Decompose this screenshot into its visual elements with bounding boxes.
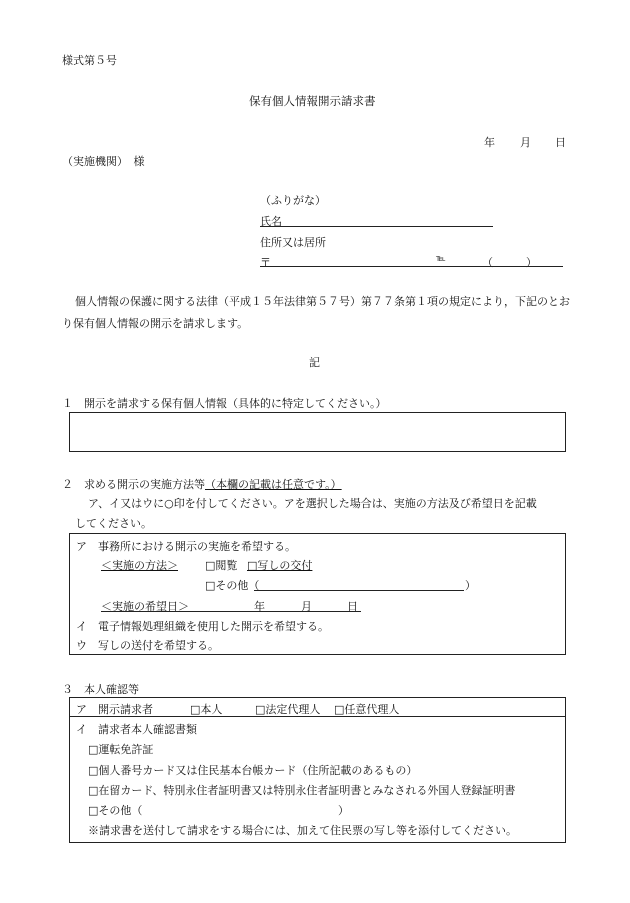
section2-heading <box>62 476 342 492</box>
method-other-close: ） <box>465 579 476 592</box>
requester-self-checkbox[interactable]: □本人 <box>190 703 223 716</box>
desired-date-month: 月 <box>301 600 312 613</box>
postal-mark: 〒 <box>260 256 271 269</box>
section2-note-line-2: してください。 <box>75 517 152 530</box>
name-field-line[interactable] <box>260 226 493 227</box>
requester-voluntary-agent-checkbox[interactable]: □任意代理人 <box>334 703 400 716</box>
doc-other-checkbox[interactable]: □その他（ <box>88 804 143 817</box>
section1-heading: １ 開示を請求する保有個人情報（具体的に特定してください。） <box>62 397 387 410</box>
method-view-checkbox[interactable]: □閲覧 <box>205 559 238 572</box>
ki-label: 記 <box>309 356 320 369</box>
doc-other-close: ） <box>338 804 349 817</box>
tel-parens: （ ） <box>482 256 537 269</box>
method-copy-checkbox[interactable]: □写しの交付 <box>247 559 313 572</box>
mailing-note: ※請求書を送付して請求をする場合には、加えて住民票の写し等を添付してください。 <box>88 824 517 837</box>
section2-heading-note: （本欄の記載は任意です。） <box>205 478 342 491</box>
option-u[interactable]: ウ 写しの送付を希望する。 <box>76 639 219 652</box>
option-a[interactable]: ア 事務所における開示の実施を希望する。 <box>76 540 296 553</box>
section1-input-box[interactable] <box>69 412 566 452</box>
desired-date-underline[interactable] <box>101 611 361 612</box>
method-other-field-line[interactable] <box>254 590 464 591</box>
address-field-line[interactable] <box>260 266 563 267</box>
section2-heading-prefix: ２ 求める開示の実施方法等 <box>62 478 205 491</box>
desired-date-year: 年 <box>254 600 265 613</box>
tel-mark: ℡ <box>436 254 446 264</box>
section2-note-line-1: ア、イ又はウに○印を付してください。アを選択した場合は、実施の方法及び希望日を記載 <box>88 497 537 510</box>
addressee: （実施機関） 様 <box>62 155 145 168</box>
section3-heading: ３ 本人確認等 <box>62 683 139 696</box>
page-title: 保有個人情報開示請求書 <box>249 94 376 108</box>
intro-line-2: り保有個人情報の開示を請求します。 <box>62 317 249 330</box>
doc-residence-card-checkbox[interactable]: □在留カード、特別永住者証明書又は特別永住者証明書とみなされる外国人登録証明書 <box>88 784 516 797</box>
date-month-label: 月 <box>520 136 531 149</box>
furigana-label: （ふりがな） <box>260 194 326 207</box>
requester-type-label: ア 開示請求者 <box>76 703 153 716</box>
method-label: ＜実施の方法＞ <box>101 559 178 572</box>
intro-line-1: 個人情報の保護に関する法律（平成１５年法律第５７号）第７７条第１項の規定により，下記のとお <box>75 295 570 308</box>
desired-date-label-text: ＜実施の希望日＞ <box>101 600 189 613</box>
id-documents-label: イ 請求者本人確認書類 <box>76 723 197 736</box>
date-day-label: 日 <box>555 136 566 149</box>
date-year-label: 年 <box>484 136 495 149</box>
requester-legal-agent-checkbox[interactable]: □法定代理人 <box>255 703 321 716</box>
doc-my-number-card-checkbox[interactable]: □個人番号カード又は住民基本台帳カード（住所記載のあるもの） <box>88 764 418 777</box>
option-i[interactable]: イ 電子情報処理組織を使用した開示を希望する。 <box>76 620 329 633</box>
doc-drivers-license-checkbox[interactable]: □運転免許証 <box>88 743 154 756</box>
form-number: 様式第５号 <box>62 54 117 67</box>
address-label: 住所又は居所 <box>260 236 326 249</box>
desired-date-day: 日 <box>347 600 358 613</box>
method-other-checkbox[interactable]: □その他（ <box>205 579 260 592</box>
name-label: 氏名 <box>260 215 282 228</box>
